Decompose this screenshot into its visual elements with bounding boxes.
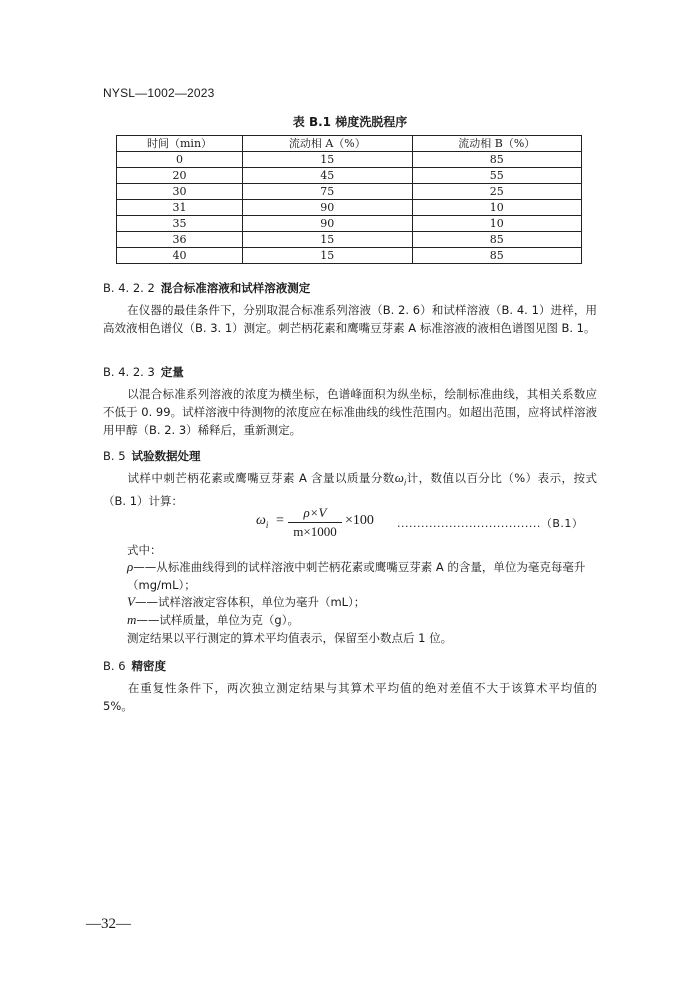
definition-text: ——试样质量，单位为克（g）。: [136, 613, 299, 627]
section-title: 试验数据处理: [131, 449, 201, 463]
section-title: 定量: [160, 365, 184, 379]
cell-time: 35: [117, 216, 243, 232]
paragraph-text: 以混合标准系列溶液的浓度为横坐标，色谱峰面积为纵坐标，绘制标准曲线，其相关系数应不低于 0. 99。试样溶液中待测物的浓度应在标准曲线的线性范围内。如超出范围，应将试样溶液用甲醇（B. 2. 3）稀释后，重新测定。: [103, 387, 597, 437]
header-time: 时间（min）: [117, 136, 243, 152]
cell-phase-b: 85: [412, 232, 581, 248]
formula-numerator: ρ×V: [303, 505, 327, 520]
section-heading-b5: [103, 448, 201, 464]
formula-label: （B.1）: [540, 517, 584, 530]
cell-phase-b: 10: [412, 200, 581, 216]
definition-mass: [103, 611, 597, 629]
definition-volume: [103, 593, 597, 611]
section-heading-b6: [103, 658, 166, 674]
gradient-elution-table: [116, 135, 582, 264]
definition-text: ——试样溶液定容体积，单位为毫升（mL）；: [134, 595, 366, 609]
paragraph-text: 在仪器的最佳条件下，分别取混合标准系列溶液（B. 2. 6）和试样溶液（B. 4. 1）进样，用高效液相色谱仪（B. 3. 1）测定。刺芒柄花素和鹰嘴豆芽素 A 标准溶液的液相色谱图见图 B. 1。: [103, 303, 597, 335]
cell-phase-a: 15: [243, 232, 412, 248]
header-phase-a: 流动相 A（%）: [243, 136, 412, 152]
formula-equals: =: [276, 513, 284, 528]
cell-phase-a: 15: [243, 152, 412, 168]
cell-phase-b: 25: [412, 184, 581, 200]
section-number: B. 6: [103, 659, 126, 673]
rho-symbol: ρ: [127, 559, 134, 574]
cell-phase-a: 90: [243, 200, 412, 216]
formula-lhs: $\omega_i$: [256, 513, 269, 530]
table-title: 表 B.1 梯度洗脱程序: [292, 115, 408, 129]
table-row: [117, 200, 582, 216]
cell-phase-b: 85: [412, 248, 581, 264]
paragraph-text-continued: 计，数值以百分比（%）表示，按式（B. 1）计算：: [103, 471, 597, 509]
cell-phase-b: 10: [412, 216, 581, 232]
paragraph-b4-2-3: [103, 385, 597, 439]
cell-phase-a: 75: [243, 184, 412, 200]
paragraph-b4-2-2: [103, 301, 597, 337]
formula-multiplier: ×100: [345, 513, 374, 528]
section-heading-b4-2-2: [103, 280, 310, 296]
table-row: [117, 232, 582, 248]
paragraph-text: 试样中刺芒柄花素或鹰嘴豆芽素 A 含量以质量分数: [127, 471, 395, 485]
cell-time: 20: [117, 168, 243, 184]
table-row: [117, 184, 582, 200]
section-number: B. 4. 2. 3: [103, 365, 155, 379]
fraction-bar: [288, 522, 342, 523]
section-number: B. 4. 2. 2: [103, 281, 155, 295]
table-row: [117, 168, 582, 184]
definition-text: ——从标准曲线得到的试样溶液中刺芒柄花素或鹰嘴豆芽素 A 的含量，单位为毫克每毫升（mg/mL）；: [127, 560, 586, 592]
section-title: 精密度: [131, 659, 167, 673]
omega-symbol: ω: [394, 470, 404, 485]
formula-b1: [256, 505, 586, 545]
cell-phase-b: 55: [412, 168, 581, 184]
mass-symbol: m: [127, 612, 137, 627]
where-label: 式中：: [127, 543, 162, 557]
formula-fraction: [288, 505, 342, 540]
table-row: [117, 216, 582, 232]
paragraph-b6: [103, 679, 597, 715]
result-note: 测定结果以平行测定的算术平均值表示，保留至小数点后 1 位。: [127, 631, 453, 645]
document-code: NYSL—1002—2023: [103, 86, 215, 100]
cell-phase-b: 85: [412, 152, 581, 168]
section-heading-b4-2-3: [103, 364, 184, 380]
table-row: [117, 248, 582, 264]
cell-phase-a: 90: [243, 216, 412, 232]
section-number: B. 5: [103, 449, 126, 463]
table-header-row: [117, 136, 582, 152]
cell-time: 31: [117, 200, 243, 216]
paragraph-text: 在重复性条件下，两次独立测定结果与其算术平均值的绝对差值不大于该算术平均值的 5%。: [103, 681, 597, 713]
volume-symbol: V: [127, 594, 135, 609]
cell-time: 36: [117, 232, 243, 248]
definition-rho: [103, 558, 597, 594]
cell-time: 40: [117, 248, 243, 264]
section-title: 混合标准溶液和试样溶液测定: [160, 281, 311, 295]
cell-time: 0: [117, 152, 243, 168]
page-number: —32—: [86, 916, 131, 932]
formula-denominator: m×1000: [293, 524, 337, 539]
header-phase-b: 流动相 B（%）: [412, 136, 581, 152]
table-row: [117, 152, 582, 168]
cell-time: 30: [117, 184, 243, 200]
omega-subscript: i: [403, 478, 407, 488]
cell-phase-a: 45: [243, 168, 412, 184]
formula-leader: ....................................（B.1）: [397, 517, 584, 530]
cell-phase-a: 15: [243, 248, 412, 264]
